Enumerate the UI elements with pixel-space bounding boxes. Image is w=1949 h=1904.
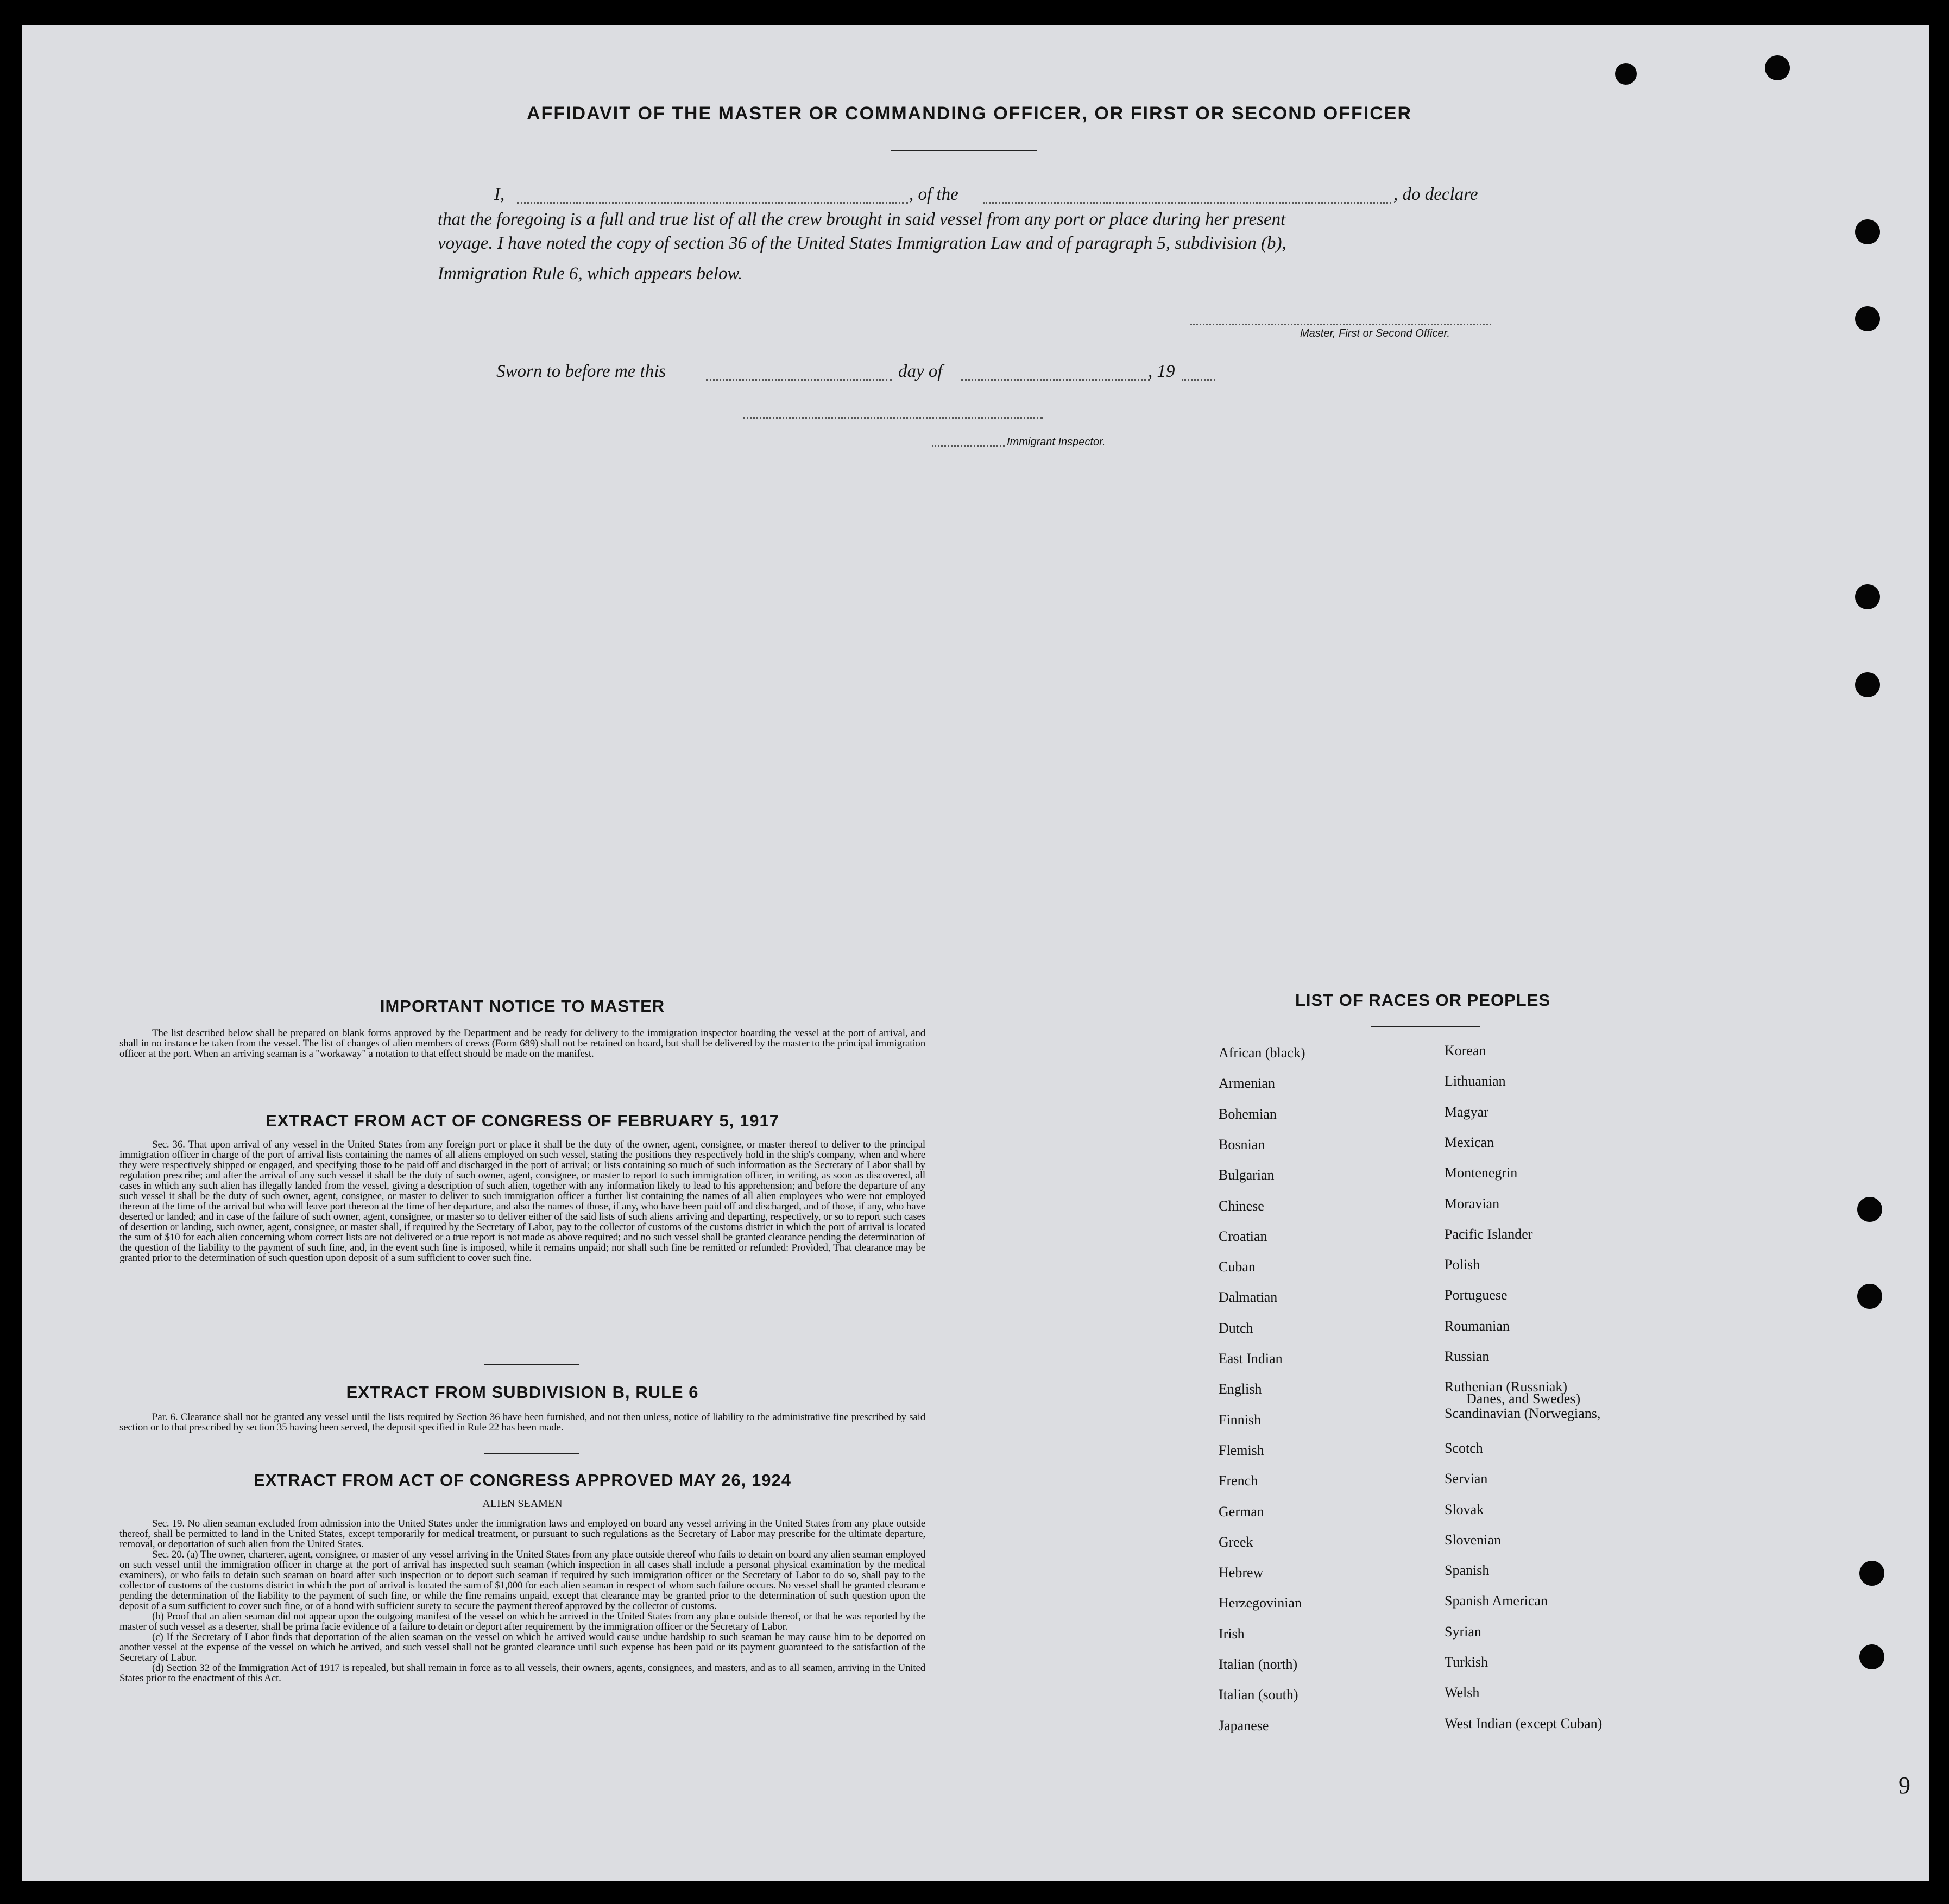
binder-hole	[1859, 1644, 1884, 1669]
race-item: Slovenian	[1445, 1532, 1501, 1548]
notice-paragraph: The list described below shall be prepared on blank forms approved by the Department and be ready for delivery to the immigration inspector boarding the vessel at the port of arrival, and shall in no instance be taken from the vessel. The list of changes of alien members of crews (Form 689) shall not be retained on board, but shall be delivered by the master to the principal immigration officer at the port. When an arriving seaman is a "workaway" a notation to that effect should be made on the manifest.	[119, 1027, 925, 1060]
notice-title: IMPORTANT NOTICE TO MASTER	[380, 997, 665, 1016]
race-item: Lithuanian	[1445, 1073, 1506, 1089]
race-item: Herzegovinian	[1219, 1595, 1302, 1611]
act-1924-body	[119, 1518, 925, 1684]
vessel-field[interactable]	[983, 202, 1391, 204]
rule-6-title: EXTRACT FROM SUBDIVISION B, RULE 6	[346, 1383, 699, 1402]
race-item: Welsh	[1445, 1685, 1480, 1700]
act-1924-title: EXTRACT FROM ACT OF CONGRESS APPROVED MAY 26, 1924	[254, 1471, 791, 1490]
race-item: Spanish	[1445, 1562, 1490, 1578]
race-item: Montenegrin	[1445, 1165, 1518, 1181]
page-number: 9	[1898, 1772, 1910, 1799]
act-1917-divider	[484, 1364, 579, 1365]
binder-hole	[1765, 55, 1790, 80]
race-item: Moravian	[1445, 1196, 1500, 1212]
master-signature-caption: Master, First or Second Officer.	[1300, 327, 1450, 339]
rule-6-body	[119, 1412, 925, 1433]
race-item: Cuban	[1219, 1259, 1256, 1275]
binder-hole	[1857, 1284, 1882, 1309]
race-item: Japanese	[1219, 1718, 1269, 1733]
affidavit-line-1	[494, 182, 1493, 206]
race-item: Bulgarian	[1219, 1167, 1275, 1183]
races-left-column	[1219, 1045, 1436, 1751]
race-item: Syrian	[1445, 1624, 1481, 1640]
affidavit-of-the: , of the	[909, 185, 958, 204]
title-underline	[891, 150, 1037, 151]
affidavit-i-label: I,	[494, 185, 505, 204]
race-item: Scandinavian (Norwegians,	[1445, 1405, 1601, 1421]
sec-19-paragraph: Sec. 19. No alien seaman excluded from admission into the United States under the immigration laws and employed on board any vessel arriving in the United States from any place outside thereof, shall be permitted to land in the United States, except temporarily for medical treatment, or pursuant to such regulations as the Secretary of Labor may prescribe for the ultimate departure, removal, or deportation of such alien from the United States.	[119, 1518, 925, 1550]
sec-20b-paragraph: (b) Proof that an alien seaman did not appear upon the outgoing manifest of the vessel on which he arrived in the United States from any place outside thereof, or that he was reported by the master of such vessel as a deserter, shall be prima facie evidence of a failure to detain or deport after requirement by the immigration officer or the Secretary of Labor.	[119, 1611, 925, 1632]
binder-hole	[1615, 63, 1637, 85]
race-item: Italian (south)	[1219, 1687, 1298, 1703]
day-of-label: day of	[898, 362, 943, 381]
sec-36-paragraph: Sec. 36. That upon arrival of any vessel in the United States from any foreign port or place it shall be the duty of the owner, agent, consignee, or master thereof to deliver to the principal immigration officer in charge of the port of arrival lists containing the names of all aliens employed on such vessel, stating the positions they respectively hold in the ship's company, when and where they were respectively shipped or engaged, and specifying those to be paid off and discharged in the port of arrival; or lists containing so much of such information as the Secretary of Labor shall by regulation prescribe; and after the arrival of any such vessel it shall be the duty of such owner, agent, consignee, or master to report to such immigration officer, in writing, as soon as discovered, all cases in which any such alien has illegally landed from the vessel, giving a description of such alien, together with any information likely to lead to his apprehension; and before the departure of any such vessel it shall be the duty of such owner, agent, consignee, or master to deliver to such immigration officer a further list containing the names of all alien employees who were not employed thereon at the time of the arrival but who will leave port thereon at the time of her departure, and also the names of those, if any, who have been paid off and discharged, and of those, if any, who have deserted or landed; and in case of the failure of such owner, agent, consignee, or master so to deliver either of the said lists of such aliens arriving and departing, respectively, or so to report such cases of desertion or landing, such owner, agent, consignee, or master shall, if required by the Secretary of Labor, pay to the collector of customs of the customs district in which the port of arrival is located the sum of $10 for each alien concerning whom correct lists are not delivered or a true report is not made as above required; and no such vessel shall be granted clearance pending the determination of the question of the liability to the payment of such fine, and, in the event such fine is imposed, while it remains unpaid; nor shall such fine be remitted or refunded: Provided, That clearance may be granted prior to the determination of such question upon deposit of a sum sufficient to cover such fine.	[119, 1139, 925, 1264]
year-label: , 19	[1148, 362, 1175, 381]
races-title: LIST OF RACES OR PEOPLES	[1295, 991, 1551, 1010]
binder-hole	[1855, 306, 1880, 331]
race-item: Bohemian	[1219, 1106, 1277, 1122]
race-item: Russian	[1445, 1348, 1490, 1364]
sworn-month-field[interactable]	[961, 379, 1150, 381]
binder-hole	[1859, 1561, 1884, 1586]
race-item: Hebrew	[1219, 1565, 1264, 1580]
races-right-column	[1445, 1043, 1727, 1749]
race-item: Danes, and Swedes)	[1466, 1391, 1581, 1407]
binder-hole	[1855, 219, 1880, 244]
race-item: Dalmatian	[1219, 1289, 1278, 1305]
sworn-line	[496, 360, 1224, 383]
race-item: Bosnian	[1219, 1137, 1265, 1152]
sec-20a-paragraph: Sec. 20. (a) The owner, charterer, agent, consignee, or master of any vessel arriving in the United States from any place outside thereof who fails to detain on board any alien seaman employed on such vessel until the immigration officer in charge at the port of arrival has inspected such seaman (which inspection in all cases shall include a personal physical examination by the medical examiners), or who fails to detain such seaman on board after such inspection or to deport such seaman if required by such immigration officer or the Secretary of Labor to do so, shall pay to the collector of customs of the customs district in which the port of arrival is located the sum of $1,000 for each alien seaman in respect of whom such failure occurs. No vessel shall be granted clearance pending the determination of the liability to the payment of such fine, or while the fine remains unpaid, except that clearance may be granted prior to the determination of such question upon the deposit of a sum sufficient to cover such fine, or of a bond with sufficient surety to secure the payment thereof approved by the collector of customs.	[119, 1549, 925, 1612]
race-item: French	[1219, 1473, 1258, 1489]
sec-20d-paragraph: (d) Section 32 of the Immigration Act of 1917 is repealed, but shall remain in force as to all vessels, their owners, agents, consignees, and masters, and as to all seamen, arriving in the United States prior to the enactment of this Act.	[119, 1662, 925, 1684]
race-item: Servian	[1445, 1471, 1488, 1486]
race-item: Portuguese	[1445, 1287, 1508, 1303]
race-item: West Indian (except Cuban)	[1445, 1716, 1603, 1731]
master-signature-field[interactable]	[1190, 324, 1491, 325]
sec-20c-paragraph: (c) If the Secretary of Labor finds that deportation of the alien seaman on the vessel on which he arrived would cause undue hardship to such seaman he may cause him to be deported on another vessel at the expense of the vessel on which he arrived, and such vessel shall not be granted clearance until such expense has been paid or its payment guaranteed to the satisfaction of the Secretary of Labor.	[119, 1631, 925, 1663]
race-item: Irish	[1219, 1626, 1245, 1642]
affidavit-do-declare: , do declare	[1393, 185, 1478, 204]
inspector-signature-field[interactable]	[743, 417, 1043, 419]
race-item: Roumanian	[1445, 1318, 1510, 1334]
race-item: Slovak	[1445, 1502, 1484, 1517]
race-item: Magyar	[1445, 1104, 1488, 1120]
race-item: African (black)	[1219, 1045, 1305, 1061]
race-item: Dutch	[1219, 1320, 1253, 1336]
sworn-year-field[interactable]	[1182, 379, 1215, 381]
race-item: Italian (north)	[1219, 1656, 1298, 1672]
race-item: Croatian	[1219, 1228, 1267, 1244]
binder-hole	[1855, 672, 1880, 697]
binder-hole	[1855, 584, 1880, 609]
binder-hole	[1857, 1197, 1882, 1222]
race-item: Finnish	[1219, 1412, 1262, 1428]
race-item: English	[1219, 1381, 1262, 1397]
par-6-paragraph: Par. 6. Clearance shall not be granted any vessel until the lists required by Section 36 have been furnished, and not then unless, notice of liability to the administrative fine prescribed by said section or to that prescribed by section 35 having been served, the deposit specified in Rule 22 has been made.	[119, 1411, 925, 1433]
act-1924-subtitle: ALIEN SEAMEN	[482, 1498, 563, 1510]
race-item: German	[1219, 1504, 1264, 1520]
name-field[interactable]	[517, 202, 908, 204]
race-item: Armenian	[1219, 1075, 1275, 1091]
act-1917-title: EXTRACT FROM ACT OF CONGRESS OF FEBRUARY 5, 1917	[266, 1111, 779, 1130]
race-item: Pacific Islander	[1445, 1226, 1533, 1242]
race-item: Korean	[1445, 1043, 1486, 1058]
sworn-label: Sworn to before me this	[496, 362, 666, 381]
affidavit-line-3: voyage. I have noted the copy of section 36 of the United States Immigration Law and of paragraph 5, subdivision (b),	[438, 234, 1286, 253]
race-item: Scotch	[1445, 1440, 1483, 1456]
race-item: Mexican	[1445, 1134, 1494, 1150]
race-item: Ruthenian (Russniak)	[1445, 1379, 1568, 1395]
affidavit-line-4: Immigration Rule 6, which appears below.	[438, 264, 743, 283]
race-item: Greek	[1219, 1534, 1253, 1550]
rule-6-divider	[484, 1453, 579, 1454]
inspector-prefix-dots	[932, 445, 1005, 447]
races-underline	[1371, 1026, 1480, 1027]
race-item: Chinese	[1219, 1198, 1264, 1214]
race-item: Spanish American	[1445, 1593, 1548, 1609]
race-item: East Indian	[1219, 1351, 1283, 1366]
affidavit-title: AFFIDAVIT OF THE MASTER OR COMMANDING OFFICER, OR FIRST OR SECOND OFFICER	[527, 103, 1412, 124]
affidavit-line-2: that the foregoing is a full and true list of all the crew brought in said vessel from any port or place during her present	[438, 210, 1286, 229]
sworn-day-field[interactable]	[706, 379, 892, 381]
act-1917-body	[119, 1139, 925, 1263]
race-item: Turkish	[1445, 1654, 1488, 1670]
race-item: Polish	[1445, 1257, 1480, 1272]
race-item: Flemish	[1219, 1442, 1264, 1458]
inspector-caption: Immigrant Inspector.	[1007, 436, 1106, 448]
notice-body	[119, 1028, 925, 1059]
